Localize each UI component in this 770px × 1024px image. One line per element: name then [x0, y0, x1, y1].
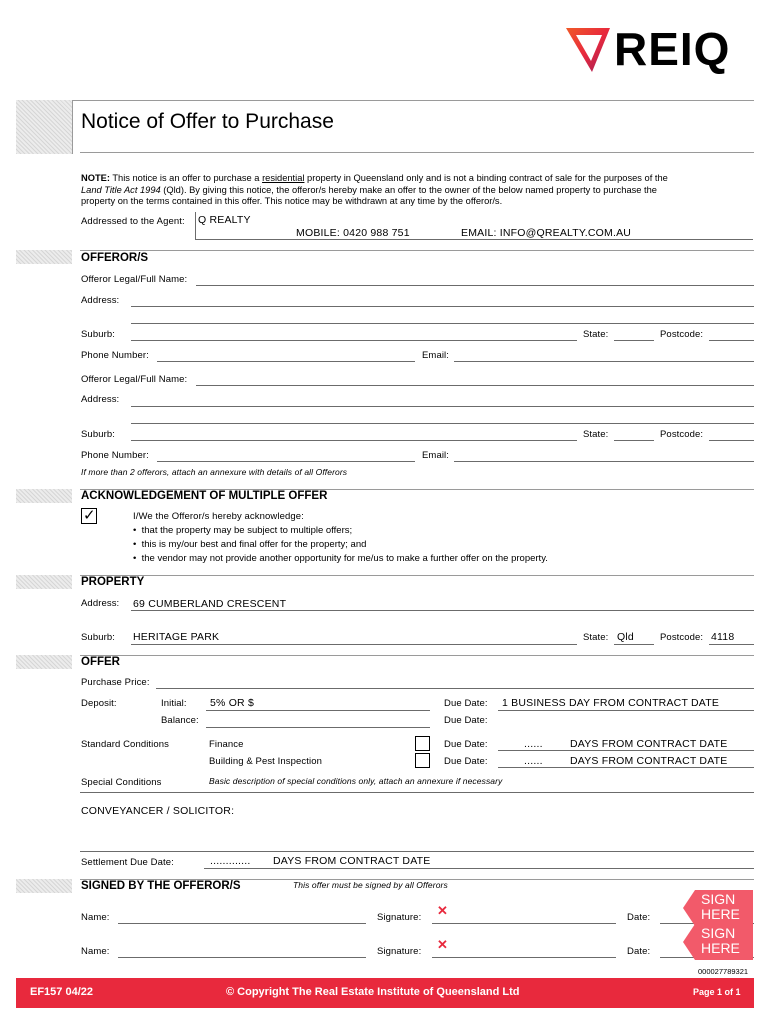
signer2-date-label: Date: [627, 946, 651, 957]
reiq-logo [562, 22, 758, 78]
signed-heading: SIGNED BY THE OFFEROR/S [81, 880, 241, 892]
property-suburb-label: Suburb: [81, 632, 115, 643]
offeror1-address-field-2[interactable] [131, 323, 754, 324]
offeror2-address-field[interactable] [131, 406, 754, 407]
offeror2-email-field[interactable] [454, 461, 754, 462]
offeror2-phone-field[interactable] [157, 461, 415, 462]
offeror2-name-field[interactable] [196, 385, 754, 386]
finance-due-date-label: Due Date: [444, 739, 488, 750]
signer2-name-field[interactable] [118, 957, 366, 958]
note-line1-b: property in Queensland only and is not a binding contract of sale for the purposes of the [307, 173, 668, 183]
property-address-field[interactable] [131, 610, 754, 611]
offerors-hatch [16, 250, 72, 264]
offeror1-name-label: Offeror Legal/Full Name: [81, 274, 188, 285]
reiq-logo-mark-icon [562, 22, 614, 76]
list-item: • that the property may be subject to multiple offers; [133, 525, 353, 536]
building-days-text: DAYS FROM CONTRACT DATE [570, 755, 728, 767]
initial-label: Initial: [161, 698, 187, 709]
footer-bar [16, 978, 754, 1008]
agent-label: Addressed to the Agent: [81, 216, 185, 227]
note-line2-b: (Qld). By giving this notice, the offeror/s hereby make an offer to the owner of the below named property to purchase the [163, 184, 657, 195]
footer-page: Page 1 of 1 [693, 987, 741, 997]
offeror1-phone-label: Phone Number: [81, 350, 149, 361]
deposit-label: Deposit: [81, 698, 117, 709]
property-address-label: Address: [81, 598, 120, 609]
offeror1-suburb-label: Suburb: [81, 329, 115, 340]
signature-x-icon: ✕ [437, 903, 448, 918]
page-title: Notice of Offer to Purchase [81, 110, 334, 133]
agent-mobile: MOBILE: 0420 988 751 [296, 227, 410, 239]
special-conditions-value: CONVEYANCER / SOLICITOR: [81, 805, 235, 817]
property-suburb-value: HERITAGE PARK [133, 631, 220, 643]
offeror1-email-label: Email: [422, 350, 449, 361]
list-item: • this is my/our best and final offer for the property; and [133, 539, 367, 550]
property-state-label: State: [583, 632, 609, 643]
offeror2-suburb-label: Suburb: [81, 429, 115, 440]
ack-bullet-2: this is my/our best and final offer for the property; and [141, 539, 367, 550]
property-postcode-label: Postcode: [660, 632, 704, 643]
initial-due-date-label: Due Date: [444, 698, 488, 709]
finance-days-text: DAYS FROM CONTRACT DATE [570, 738, 728, 750]
signer2-signature-label: Signature: [377, 946, 422, 957]
finance-days-field[interactable] [498, 750, 754, 751]
signer1-name-field[interactable] [118, 923, 366, 924]
property-suburb-field[interactable] [131, 644, 577, 645]
settlement-label: Settlement Due Date: [81, 857, 174, 868]
offer-hatch [16, 655, 72, 669]
offeror2-address-label: Address: [81, 394, 120, 405]
sign-here-line2: HERE [701, 906, 740, 922]
property-postcode-field[interactable] [709, 644, 754, 645]
property-address-value: 69 CUMBERLAND CRESCENT [133, 598, 287, 610]
ack-bullet-3: the vendor may not provide another opportunity for me/us to make a further offer on the property. [141, 553, 548, 564]
offeror2-state-label: State: [583, 429, 609, 440]
note-line1-underlined: residential [262, 173, 305, 183]
signer1-signature-label: Signature: [377, 912, 422, 923]
offeror1-address-field[interactable] [131, 306, 754, 307]
standard-conditions-label: Standard Conditions [81, 739, 169, 750]
agent-email: EMAIL: INFO@QREALTY.COM.AU [461, 227, 632, 239]
building-label: Building & Pest Inspection [209, 756, 322, 767]
finance-days[interactable]: ...... [524, 738, 543, 750]
note-line2-italic: Land Title Act 1994 [81, 184, 161, 195]
reiq-logo-text: REIQ [614, 23, 731, 75]
signer2-signature-field[interactable] [432, 957, 616, 958]
document-id: 000027789321 [698, 967, 749, 976]
purchase-price-label: Purchase Price: [81, 677, 150, 688]
agent-value: Q REALTY [198, 214, 251, 226]
offeror1-postcode-label: Postcode: [660, 329, 704, 340]
sign-here-line2: HERE [701, 940, 740, 956]
list-item: • the vendor may not provide another opportunity for me/us to make a further offer on the property. [133, 553, 548, 564]
offeror2-address-field-2[interactable] [131, 423, 754, 424]
offeror2-suburb-field[interactable] [131, 440, 577, 441]
signer1-name-label: Name: [81, 912, 110, 923]
offeror1-postcode-field[interactable] [709, 340, 754, 341]
offeror2-postcode-label: Postcode: [660, 429, 704, 440]
building-days[interactable]: ...... [524, 755, 543, 767]
offer-heading: OFFER [81, 656, 120, 668]
settlement-field[interactable] [204, 868, 754, 869]
signed-note: This offer must be signed by all Offerors [293, 880, 448, 890]
offeror2-name-label: Offeror Legal/Full Name: [81, 374, 188, 385]
sign-here-line1: SIGN [701, 891, 736, 907]
initial-due-date-field[interactable] [498, 710, 754, 711]
offeror1-phone-field[interactable] [157, 361, 415, 362]
offeror1-name-field[interactable] [196, 285, 754, 286]
property-postcode-value: 4118 [711, 631, 735, 643]
balance-field[interactable] [206, 727, 430, 728]
ack-checkbox[interactable] [81, 508, 97, 524]
offeror1-email-field[interactable] [454, 361, 754, 362]
ack-bullet-1: that the property may be subject to multiple offers; [141, 525, 353, 536]
initial-deposit-value: 5% OR $ [210, 697, 254, 709]
balance-due-date-label: Due Date: [444, 715, 488, 726]
footer-code: EF157 04/22 [30, 986, 93, 998]
signer1-date-label: Date: [627, 912, 651, 923]
special-conditions-box[interactable] [80, 792, 754, 852]
title-hatch [16, 100, 72, 154]
ack-bullet-list [133, 524, 548, 566]
note-line1-a: This notice is an offer to purchase a [112, 173, 260, 183]
signature-x-icon: ✕ [437, 937, 448, 952]
building-days-field[interactable] [498, 767, 754, 768]
special-conditions-hint: Basic description of special conditions only, attach an annexure if necessary [209, 776, 503, 786]
offerors-note: If more than 2 offerors, attach an annexure with details of all Offerors [81, 467, 348, 477]
building-checkbox[interactable] [415, 753, 430, 768]
property-hatch [16, 575, 72, 589]
offeror1-state-field[interactable] [614, 340, 654, 341]
ack-heading: ACKNOWLEDGEMENT OF MULTIPLE OFFER [81, 490, 328, 502]
note-line3: property on the terms contained in this offer. This notice may be withdrawn at any time by the offeror/s. [81, 196, 503, 206]
note-text [81, 173, 751, 208]
offeror1-address-label: Address: [81, 295, 120, 306]
initial-due-date-value: 1 BUSINESS DAY FROM CONTRACT DATE [502, 697, 720, 709]
settlement-text: DAYS FROM CONTRACT DATE [273, 855, 431, 867]
property-heading: PROPERTY [81, 576, 145, 588]
offeror2-phone-label: Phone Number: [81, 450, 149, 461]
offeror2-email-label: Email: [422, 450, 449, 461]
offeror1-suburb-field[interactable] [131, 340, 577, 341]
sign-here-button-2[interactable] [683, 924, 753, 960]
note-label: NOTE: [81, 173, 110, 183]
finance-label: Finance [209, 739, 244, 750]
settlement-days[interactable]: ............. [210, 855, 251, 867]
offeror1-state-label: State: [583, 329, 609, 340]
special-conditions-label: Special Conditions [81, 777, 162, 788]
initial-deposit-field[interactable] [206, 710, 430, 711]
signer2-name-label: Name: [81, 946, 110, 957]
sign-here-button-1[interactable] [683, 890, 753, 926]
purchase-price-field[interactable] [156, 688, 754, 689]
footer-copyright: © Copyright The Real Estate Institute of Queensland Ltd [226, 986, 520, 998]
property-state-value: Qld [617, 631, 634, 643]
check-icon: ✓ [83, 506, 96, 524]
ack-intro: I/We the Offeror/s hereby acknowledge: [133, 511, 304, 522]
ack-hatch [16, 489, 72, 503]
offeror2-state-field[interactable] [614, 440, 654, 441]
offerors-heading: OFFEROR/S [81, 252, 149, 264]
sign-here-line1: SIGN [701, 925, 736, 941]
finance-checkbox[interactable] [415, 736, 430, 751]
offeror2-postcode-field[interactable] [709, 440, 754, 441]
building-due-date-label: Due Date: [444, 756, 488, 767]
signer1-signature-field[interactable] [432, 923, 616, 924]
property-state-field[interactable] [614, 644, 654, 645]
balance-label: Balance: [161, 715, 199, 726]
signed-hatch [16, 879, 72, 893]
